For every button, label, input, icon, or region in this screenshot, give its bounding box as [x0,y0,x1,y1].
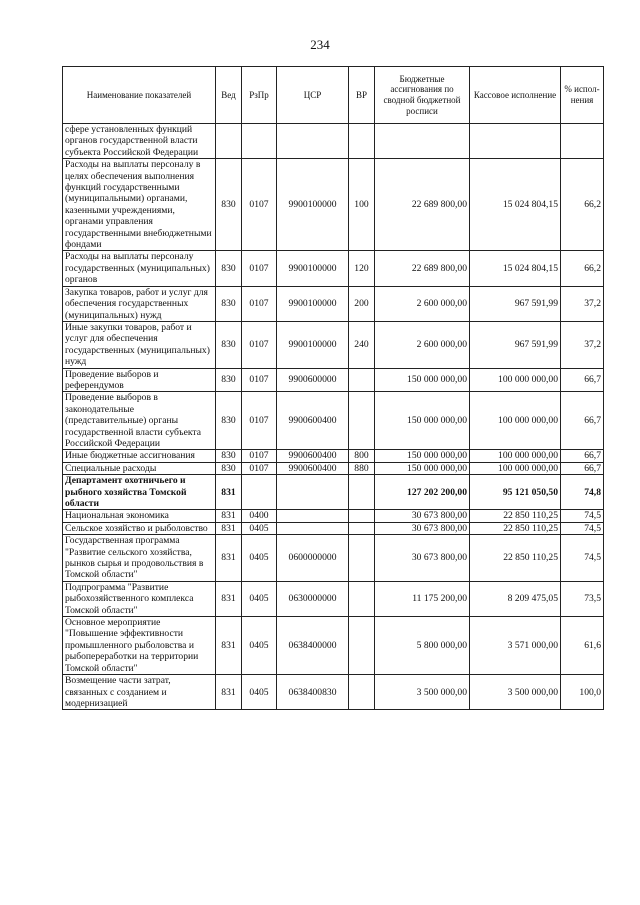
cell-ved: 830 [216,159,242,251]
cell-pct: 100,0 [561,675,604,710]
cell-csr: 0600000000 [277,535,349,582]
cell-cash: 100 000 000,00 [470,368,561,392]
table-row [63,251,604,286]
cell-cash: 100 000 000,00 [470,462,561,474]
cell-vr: 880 [349,462,375,474]
cell-vr [349,475,375,510]
cell-cash: 22 850 110,25 [470,510,561,522]
table-row [63,368,604,392]
cell-ved: 831 [216,475,242,510]
cell-rzpr: 0107 [242,392,277,450]
cell-budget: 3 500 000,00 [375,675,470,710]
cell-budget: 30 673 800,00 [375,535,470,582]
cell-vr [349,617,375,675]
cell-pct: 74,5 [561,510,604,522]
cell-cash: 15 024 804,15 [470,251,561,286]
cell-pct: 66,7 [561,368,604,392]
cell-csr: 9900100000 [277,251,349,286]
cell-vr: 100 [349,159,375,251]
cell-cash: 3 500 000,00 [470,675,561,710]
table-row [63,392,604,450]
cell-budget: 2 600 000,00 [375,321,470,368]
cell-vr [349,522,375,534]
cell-vr: 800 [349,450,375,462]
cell-ved: 830 [216,392,242,450]
header-vr: ВР [349,67,375,124]
cell-name: Проведение выборов в законодательные (представительные) органы государственной власти субъекта Российской Федерации [63,392,216,450]
cell-budget: 5 800 000,00 [375,617,470,675]
cell-csr: 9900100000 [277,321,349,368]
cell-ved: 831 [216,522,242,534]
cell-vr [349,535,375,582]
cell-rzpr: 0405 [242,675,277,710]
cell-pct: 37,2 [561,321,604,368]
table-row [63,617,604,675]
cell-rzpr: 0107 [242,450,277,462]
table-row [63,475,604,510]
cell-pct: 66,7 [561,392,604,450]
cell-csr [277,124,349,159]
cell-name: Закупка товаров, работ и услуг для обеспечения государственных (муниципальных) нужд [63,286,216,321]
cell-csr: 9900600400 [277,392,349,450]
cell-csr: 9900100000 [277,159,349,251]
cell-cash: 22 850 110,25 [470,522,561,534]
cell-name: Иные бюджетные ассигнования [63,450,216,462]
cell-vr: 120 [349,251,375,286]
cell-ved: 830 [216,251,242,286]
cell-csr [277,510,349,522]
cell-vr [349,124,375,159]
cell-csr: 9900600400 [277,450,349,462]
cell-cash: 967 591,99 [470,321,561,368]
cell-rzpr: 0107 [242,321,277,368]
cell-rzpr: 0107 [242,251,277,286]
cell-cash: 15 024 804,15 [470,159,561,251]
cell-budget: 150 000 000,00 [375,462,470,474]
cell-csr: 0638400000 [277,617,349,675]
cell-rzpr [242,124,277,159]
header-ved: Вед [216,67,242,124]
cell-cash: 95 121 050,50 [470,475,561,510]
cell-ved: 830 [216,321,242,368]
cell-vr [349,368,375,392]
cell-budget: 30 673 800,00 [375,510,470,522]
cell-ved: 830 [216,368,242,392]
cell-name: Возмещение части затрат, связанных с созданием и модернизацией [63,675,216,710]
cell-pct: 66,7 [561,450,604,462]
header-csr: ЦСР [277,67,349,124]
cell-pct: 74,5 [561,535,604,582]
table-row [63,535,604,582]
cell-name: Расходы на выплаты персоналу в целях обеспечения выполнения функций государственными (муниципальными) органами, казенными учреждениями, органами управления государственными внебюджетными фондами [63,159,216,251]
cell-ved: 831 [216,675,242,710]
cell-pct [561,124,604,159]
cell-name: Иные закупки товаров, работ и услуг для обеспечения государственных (муниципальных) нужд [63,321,216,368]
cell-rzpr: 0405 [242,581,277,616]
cell-budget: 150 000 000,00 [375,368,470,392]
cell-pct: 73,5 [561,581,604,616]
cell-rzpr: 0405 [242,522,277,534]
cell-budget: 22 689 800,00 [375,159,470,251]
cell-cash: 100 000 000,00 [470,450,561,462]
cell-csr: 0630000000 [277,581,349,616]
cell-name: Национальная экономика [63,510,216,522]
cell-rzpr: 0400 [242,510,277,522]
cell-csr: 9900600400 [277,462,349,474]
cell-ved: 831 [216,535,242,582]
cell-name: Подпрограмма "Развитие рыбохозяйственного комплекса Томской области" [63,581,216,616]
cell-budget: 30 673 800,00 [375,522,470,534]
cell-ved: 830 [216,462,242,474]
cell-pct: 37,2 [561,286,604,321]
cell-vr [349,581,375,616]
cell-pct: 74,8 [561,475,604,510]
cell-rzpr: 0107 [242,368,277,392]
cell-csr: 0638400830 [277,675,349,710]
cell-csr [277,522,349,534]
table-row [63,675,604,710]
table-row [63,321,604,368]
cell-vr [349,392,375,450]
cell-rzpr: 0107 [242,462,277,474]
cell-rzpr [242,475,277,510]
cell-rzpr: 0405 [242,535,277,582]
header-name: Наименование показателей [63,67,216,124]
cell-name: Государственная программа "Развитие сельского хозяйства, рынков сырья и продовольствия в Томской области" [63,535,216,582]
table-row [63,462,604,474]
cell-ved: 831 [216,617,242,675]
page-number: 234 [310,37,330,52]
cell-csr [277,475,349,510]
cell-cash: 3 571 000,00 [470,617,561,675]
cell-name: Основное мероприятие "Повышение эффективности промышленного рыболовства и рыбопереработки на территории Томской области" [63,617,216,675]
cell-cash: 22 850 110,25 [470,535,561,582]
header-cash: Кассовое исполнение [470,67,561,124]
cell-name: Расходы на выплаты персоналу государственных (муниципальных) органов [63,251,216,286]
cell-name: сфере установленных функций органов государственной власти субъекта Российской Федерации [63,124,216,159]
cell-cash: 8 209 475,05 [470,581,561,616]
cell-vr [349,510,375,522]
cell-ved: 830 [216,450,242,462]
cell-name: Департамент охотничьего и рыбного хозяйства Томской области [63,475,216,510]
table-row [63,159,604,251]
table-row [63,124,604,159]
cell-pct: 61,6 [561,617,604,675]
cell-ved: 830 [216,286,242,321]
cell-csr: 9900600000 [277,368,349,392]
table-row [63,522,604,534]
cell-pct: 66,2 [561,251,604,286]
cell-pct: 66,2 [561,159,604,251]
cell-cash: 100 000 000,00 [470,392,561,450]
cell-vr: 200 [349,286,375,321]
cell-name: Специальные расходы [63,462,216,474]
table-row [63,286,604,321]
cell-ved: 831 [216,581,242,616]
header-rzpr: РзПр [242,67,277,124]
cell-rzpr: 0107 [242,286,277,321]
cell-vr: 240 [349,321,375,368]
cell-budget: 11 175 200,00 [375,581,470,616]
header-pct: % испол-нения [561,67,604,124]
budget-execution-table [62,66,604,710]
cell-budget: 150 000 000,00 [375,450,470,462]
cell-cash: 967 591,99 [470,286,561,321]
cell-ved [216,124,242,159]
cell-budget: 2 600 000,00 [375,286,470,321]
cell-rzpr: 0405 [242,617,277,675]
cell-name: Сельское хозяйство и рыболовство [63,522,216,534]
table-row [63,510,604,522]
cell-ved: 831 [216,510,242,522]
cell-budget [375,124,470,159]
cell-cash [470,124,561,159]
cell-budget: 150 000 000,00 [375,392,470,450]
table-header-row [63,67,604,124]
cell-name: Проведение выборов и референдумов [63,368,216,392]
table-row [63,450,604,462]
header-budget: Бюджетные ассигнования по сводной бюджетной росписи [375,67,470,124]
cell-pct: 66,7 [561,462,604,474]
cell-budget: 22 689 800,00 [375,251,470,286]
cell-pct: 74,5 [561,522,604,534]
cell-csr: 9900100000 [277,286,349,321]
table-row [63,581,604,616]
cell-budget: 127 202 200,00 [375,475,470,510]
cell-vr [349,675,375,710]
cell-rzpr: 0107 [242,159,277,251]
